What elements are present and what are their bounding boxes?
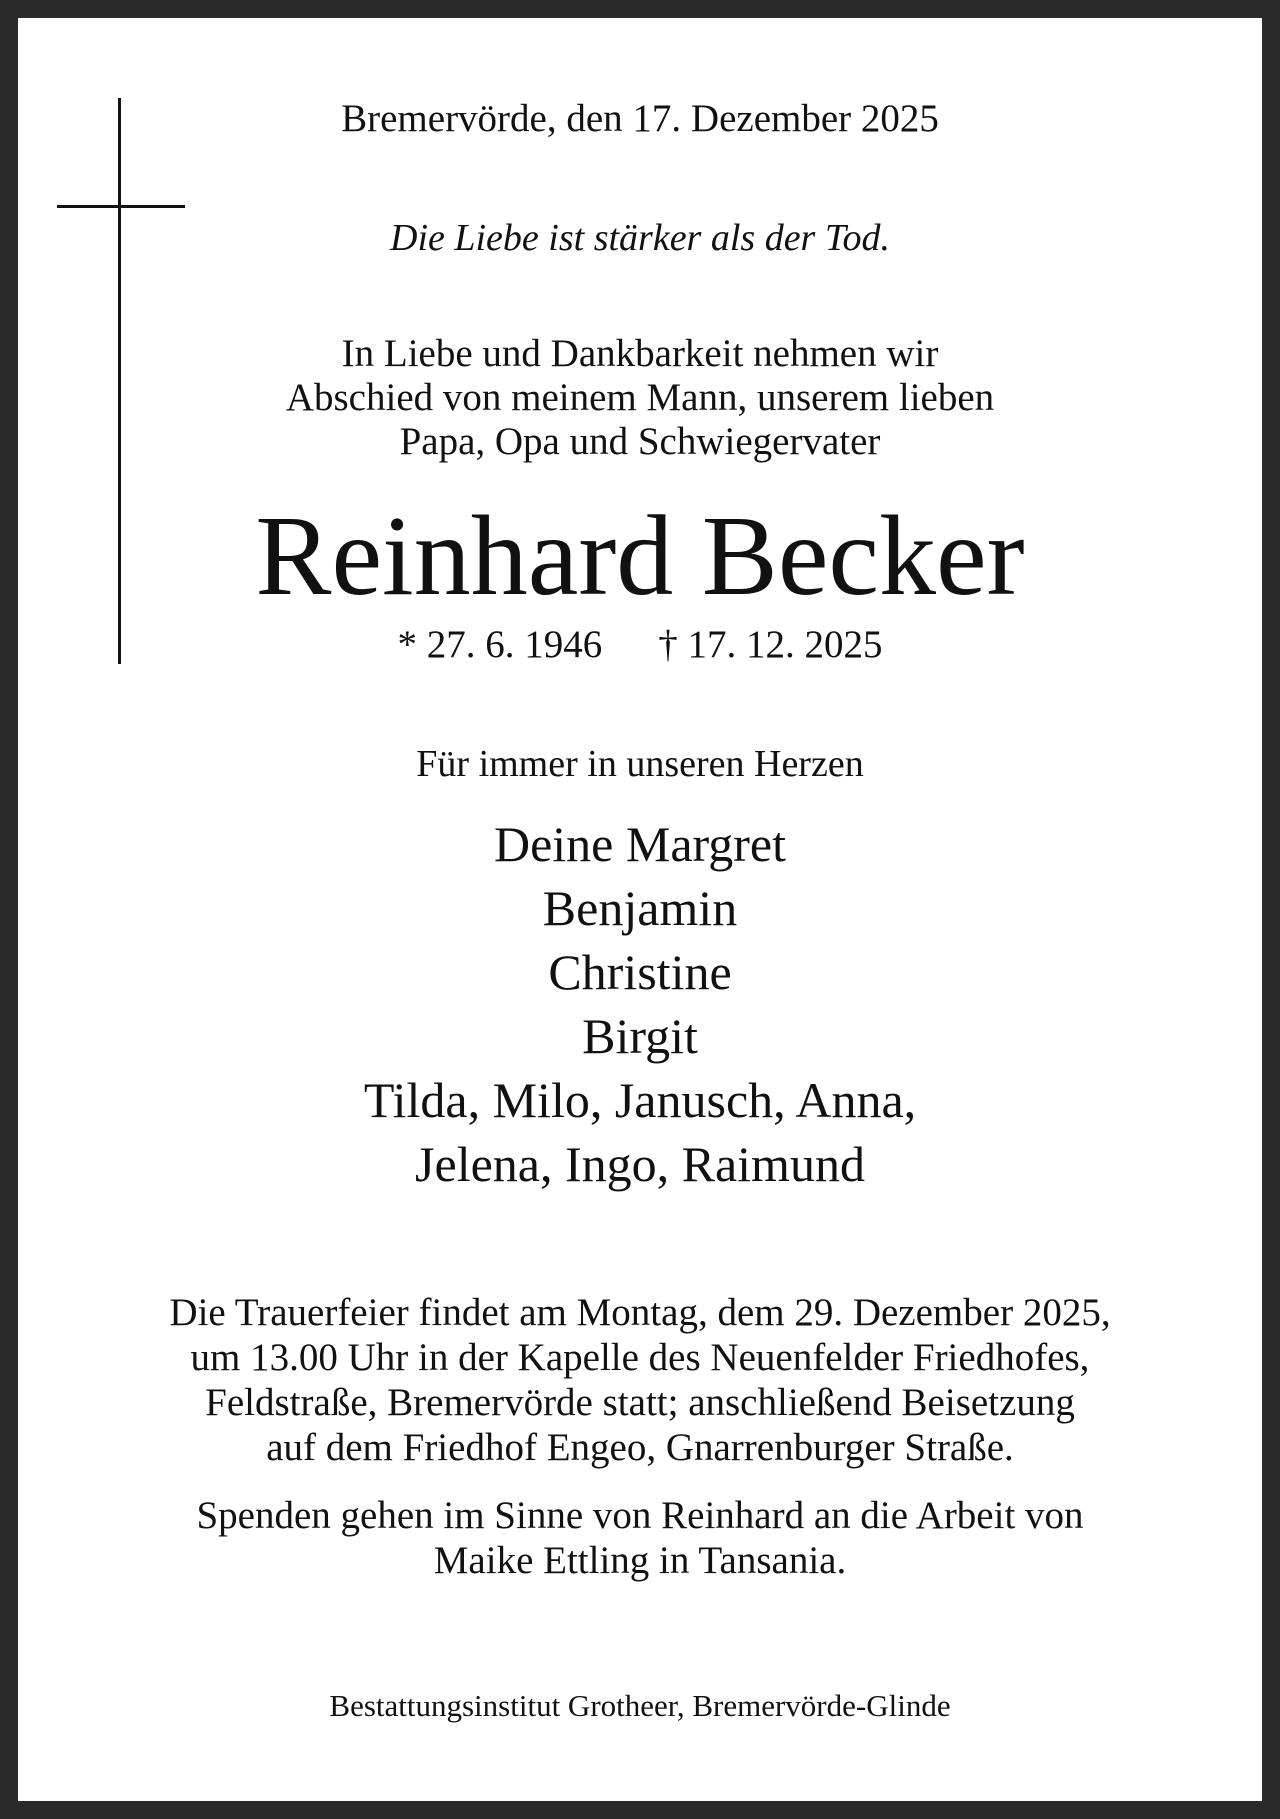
intro-text: [0, 332, 1280, 464]
donation-line: Spenden gehen im Sinne von Reinhard an die Arbeit von: [196, 1494, 1084, 1537]
ceremony-info: [0, 1290, 1280, 1470]
motto: Die Liebe ist stärker als der Tod.: [390, 217, 890, 259]
cross-horizontal-bar: [57, 205, 185, 208]
donation-line: Maike Ettling in Tansania.: [433, 1539, 847, 1582]
ceremony-line: Feldstraße, Bremervörde statt; anschließend Beisetzung: [205, 1381, 1075, 1424]
family-name: Jelena, Ingo, Raimund: [415, 1136, 865, 1192]
hearts-line: Für immer in unseren Herzen: [416, 743, 864, 785]
deceased-name: Reinhard Becker: [255, 492, 1025, 619]
ceremony-line: Die Trauerfeier findet am Montag, dem 29. Dezember 2025,: [169, 1291, 1111, 1334]
family-name: Birgit: [582, 1008, 698, 1064]
ceremony-line: um 13.00 Uhr in der Kapelle des Neuenfelder Friedhofes,: [190, 1336, 1090, 1379]
family-name: Deine Margret: [493, 816, 787, 872]
intro-line: Abschied von meinem Mann, unserem lieben: [285, 376, 995, 419]
birth-date: * 27. 6. 1946: [397, 623, 603, 666]
donation-info: [0, 1493, 1280, 1583]
intro-line: Papa, Opa und Schwiegervater: [399, 420, 881, 463]
family-name: Tilda, Milo, Janusch, Anna,: [363, 1072, 917, 1128]
ceremony-line: auf dem Friedhof Engeo, Gnarrenburger Straße.: [266, 1426, 1014, 1469]
life-dates: [0, 622, 1280, 667]
family-name: Benjamin: [542, 880, 738, 936]
intro-line: In Liebe und Dankbarkeit nehmen wir: [341, 332, 939, 375]
funeral-home: Bestattungsinstitut Grotheer, Bremervörde-Glinde: [329, 1688, 951, 1723]
death-date: † 17. 12. 2025: [658, 623, 883, 666]
family-names: [0, 812, 1280, 1196]
family-name: Christine: [548, 944, 732, 1000]
place-and-date: Bremervörde, den 17. Dezember 2025: [341, 97, 939, 140]
